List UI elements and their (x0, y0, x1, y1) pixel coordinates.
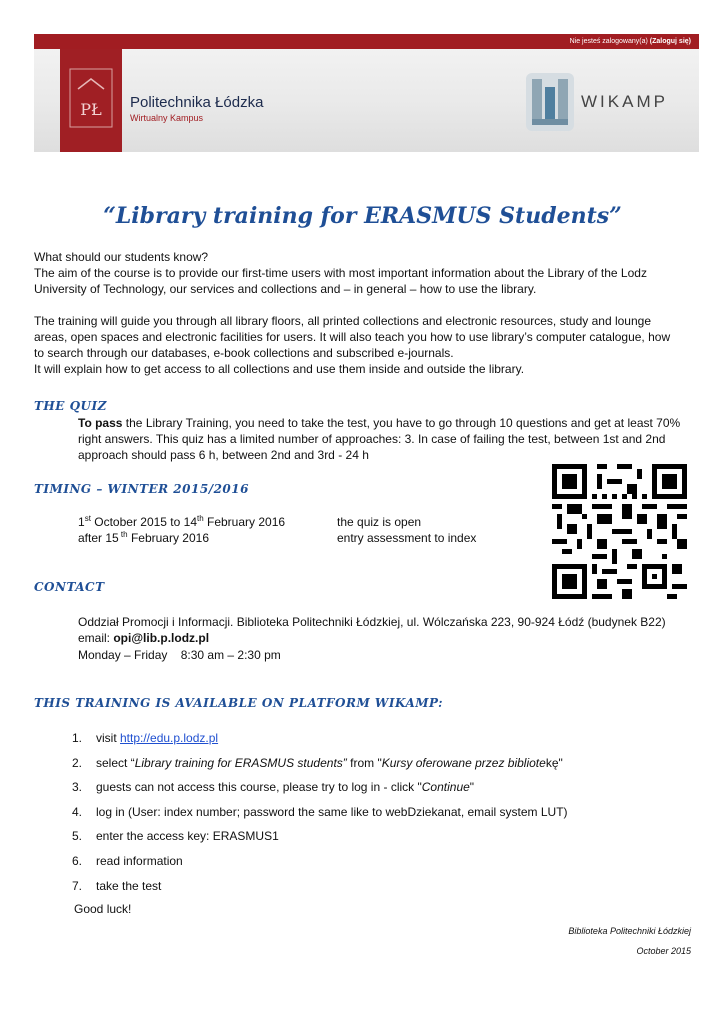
steps-list (72, 730, 672, 902)
step-text: log in (User: index number; password the same like to webDziekanat, email system LUT) (96, 804, 568, 819)
intro-line-4: The training will guide you through all library floors, all printed collections and electronic resources, study and lounge (34, 314, 652, 328)
step-italic: Kursy oferowane przez bibliote (381, 755, 546, 770)
quiz-line-1 (78, 415, 680, 431)
step-number: 5. (72, 829, 83, 844)
t2a: after 15 (78, 531, 119, 545)
t1d: th (197, 514, 204, 523)
quiz-line-3: approach should pass 6 h, between 2nd and 3rd - 24 h (78, 448, 369, 462)
intro-line-1: What should our students know? (34, 250, 209, 264)
step-text: select “ (96, 755, 135, 770)
intro-line-6: to search through our databases, e-book collections and subscribed e-journals. (34, 346, 454, 360)
t1a: 1 (78, 515, 85, 529)
page-title: “Library training for ERASMUS Students” (103, 203, 622, 229)
list-item (72, 878, 672, 903)
header-banner (34, 34, 699, 152)
crest-letters: PŁ (80, 100, 102, 119)
t1e: February 2016 (203, 515, 286, 529)
login-bar (34, 34, 699, 49)
quiz-line-1-text: the Library Training, you need to take the test, you have to go through 10 questions and get at least 70% (122, 416, 681, 430)
step-number: 1. (72, 731, 83, 745)
intro-line-2: The aim of the course is to provide our first-time users with most important information about the Library of the Lodz (34, 266, 647, 280)
list-item (72, 779, 672, 804)
timing-row-1-date (78, 514, 285, 530)
step-italic: Continue (421, 780, 470, 795)
step-number: 7. (72, 878, 83, 893)
timing-row-1-value: the quiz is open (337, 515, 422, 529)
university-name: Politechnika Łódzka (130, 94, 264, 111)
t2c: February 2016 (127, 531, 209, 545)
quiz-lead: To pass (78, 416, 123, 430)
step-number: 3. (72, 780, 83, 795)
step-text: visit (96, 731, 120, 745)
quiz-line-2: right answers. This quiz has a limited number of approaches: 3. In case of failing the test, between 1st and 2nd (78, 432, 666, 446)
timing-row-2-value: entry assessment to index (337, 531, 477, 545)
login-status: Nie jesteś zalogowany(a) (569, 38, 648, 45)
university-crest-logo (60, 49, 122, 152)
step-text: enter the access key: ERASMUS1 (96, 829, 279, 844)
list-item (72, 804, 672, 829)
list-item (72, 828, 672, 853)
wikamp-logo-icon (524, 71, 576, 133)
step-text: " (469, 780, 475, 795)
wikamp-link[interactable]: http://edu.p.lodz.pl (120, 731, 219, 745)
email-address[interactable]: opi@lib.p.lodz.pl (113, 631, 210, 645)
step-number: 2. (72, 755, 83, 770)
closing-text: Good luck! (74, 902, 132, 916)
timing-row-2-date (78, 530, 209, 546)
login-link[interactable]: (Zaloguj się) (649, 38, 691, 45)
contact-address: Oddział Promocji i Informacji. Biblioteka Politechniki Łódzkiej, ul. Wólczańska 223, 90-924 Łódź (budynek B22) (78, 615, 666, 629)
list-item (72, 755, 672, 780)
t2b: th (118, 530, 128, 539)
list-item (72, 730, 672, 755)
email-label: email: (78, 631, 114, 645)
intro-line-5: areas, open spaces and electronic facilities for users. It will also teach you how to use library’s computer catalogue, how (34, 330, 671, 344)
step-text: take the test (96, 878, 162, 893)
platform-name: WIKAMP (581, 92, 668, 111)
intro-line-3: University of Technology, our services and collections and – in general – how to use the library. (34, 282, 537, 296)
intro-line-7: It will explain how to get access to all collections and use them inside and outside the library. (34, 362, 525, 376)
qr-code-icon (552, 464, 687, 599)
timing-heading: TIMING – WINTER 2015/2016 (34, 482, 249, 496)
platform-heading: THIS TRAINING IS AVAILABLE ON PLATFORM WIKAMP: (34, 696, 444, 710)
signature-date: October 2015 (636, 946, 691, 956)
list-item (72, 853, 672, 878)
quiz-heading: THE QUIZ (34, 399, 107, 413)
t1b: st (84, 514, 91, 523)
step-italic: Library training for ERASMUS students” (134, 755, 347, 770)
t1c: October 2015 to 14 (90, 515, 197, 529)
signature-org: Biblioteka Politechniki Łódzkiej (568, 926, 691, 936)
university-subtitle: Wirtualny Kampus (130, 113, 204, 123)
step-text: read information (96, 853, 183, 868)
step-text: guests can not access this course, please try to log in - click " (96, 780, 422, 795)
step-number: 4. (72, 804, 83, 819)
contact-hours: Monday – Friday 8:30 am – 2:30 pm (78, 648, 281, 662)
contact-email-line (78, 630, 209, 646)
step-number: 6. (72, 853, 83, 868)
step-text: from " (346, 755, 382, 770)
contact-heading: CONTACT (34, 580, 105, 594)
step-text: kę" (545, 755, 563, 770)
